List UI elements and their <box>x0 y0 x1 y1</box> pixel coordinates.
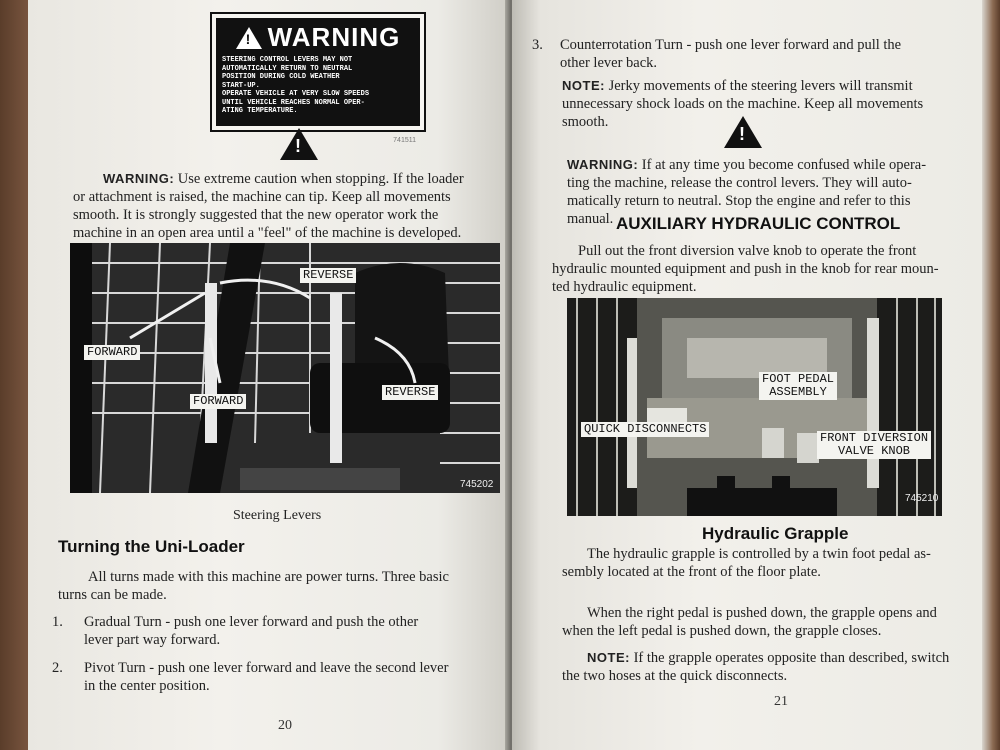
caution-triangle-icon: ! <box>280 128 318 160</box>
callout-forward-low: FORWARD <box>190 394 246 409</box>
callout-reverse-top: REVERSE <box>300 268 356 283</box>
decal-part-number: 741511 <box>393 137 416 144</box>
grapple-paragraph-2: When the right pedal is pushed down, the grapple opens and when the left pedal is pushed down, the grapple closes. <box>562 605 937 639</box>
warning-paragraph: WARNING: Use extreme caution when stopping. If the loader or attachment is raised, the machine can tip. Keep all movements smooth. It is strongly suggested that the new operator work the machine in an open area until a "feel" of the machine is developed. <box>73 171 464 241</box>
right-page <box>512 0 982 750</box>
section-title-turning: Turning the Uni-Loader <box>58 537 245 556</box>
photo-number-right: 745210 <box>905 493 939 504</box>
note-grapple: NOTE: If the grapple operates opposite than described, switch the two hoses at the quick disconnects. <box>562 650 950 684</box>
turn-list-item-2: 2. Pivot Turn - push one lever forward and leave the second lever in the center position. <box>52 660 449 694</box>
page-number-left: 20 <box>278 718 292 733</box>
section-title-grapple: Hydraulic Grapple <box>702 524 849 543</box>
turn-list-item-3: 3. Counterrotation Turn - push one lever forward and pull the other lever back. <box>532 37 902 71</box>
callout-reverse-right: REVERSE <box>382 385 438 400</box>
grapple-paragraph-1: The hydraulic grapple is controlled by a twin foot pedal as- sembly located at the front of the floor plate. <box>562 546 931 580</box>
callout-front-diversion: FRONT DIVERSION VALVE KNOB <box>817 431 931 459</box>
note-steering: NOTE: Jerky movements of the steering levers will transmit unnecessary shock loads on the machine. Keep all movements smooth. <box>562 78 924 130</box>
callout-quick-disconnects: QUICK DISCONNECTS <box>581 422 709 437</box>
left-page <box>28 0 510 750</box>
steering-levers-photo <box>70 243 500 493</box>
foot-pedal-illustration <box>567 298 942 516</box>
caution-triangle-icon-right: ! <box>724 116 762 148</box>
foot-pedal-photo <box>567 298 942 516</box>
auxiliary-paragraph: Pull out the front diversion valve knob to operate the front hydraulic mounted equipment and push in the knob for rear moun- ted hydraulic equipment. <box>552 243 939 295</box>
turning-intro: All turns made with this machine are power turns. Three basic turns can be made. <box>58 569 449 603</box>
warning-triangle-icon <box>236 27 262 49</box>
warning-decal <box>210 12 426 144</box>
turn-list-item-1: 1. Gradual Turn - push one lever forward and push the other lever part way forward. <box>52 614 419 648</box>
warning-paragraph-right: WARNING: If at any time you become confused while opera- ting the machine, release the control levers. They will auto- matically return to neutral. Stop the engine and refer to this manual. <box>567 157 927 227</box>
page-number-right: 21 <box>774 694 788 709</box>
warning-decal-text: STEERING CONTROL LEVERS MAY NOT AUTOMATICALLY RETURN TO NEUTRAL POSITION DURING COLD WEATHER START-UP. OPERATE VEHICLE AT VERY SLOW SPEEDS UNTIL VEHICLE REACHES NORMAL OPER- ATING TEMPERATURE. <box>222 56 370 115</box>
booklet-edge <box>982 0 1000 750</box>
photo-number: 745202 <box>460 479 494 490</box>
callout-foot-pedal: FOOT PEDAL ASSEMBLY <box>759 372 837 400</box>
steering-levers-illustration <box>70 243 500 493</box>
callout-forward-left: FORWARD <box>84 345 140 360</box>
photo-caption: Steering Levers <box>233 508 322 523</box>
warning-decal-heading: WARNING <box>267 22 401 52</box>
section-title-auxiliary: AUXILIARY HYDRAULIC CONTROL <box>616 214 901 233</box>
